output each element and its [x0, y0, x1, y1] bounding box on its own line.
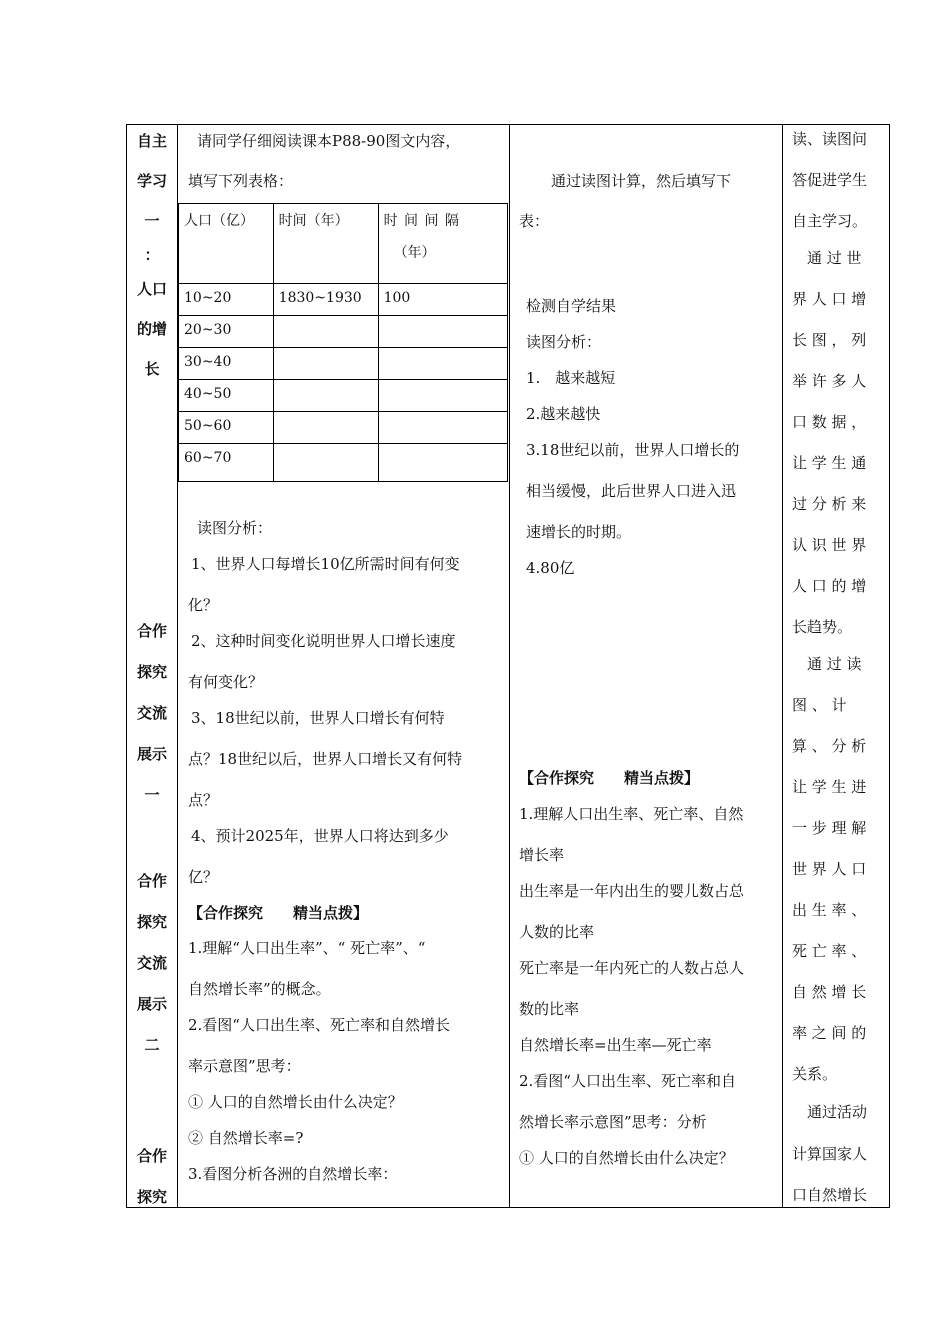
table-cell — [378, 348, 507, 380]
answer-coop-line: 2.看图“人口出生率、死亡率和自 — [519, 1072, 736, 1090]
column-divider — [509, 125, 510, 1207]
note-line: 让 学 生 进 — [792, 778, 867, 796]
coop-title: 【合作探究 精当点拨】 — [188, 904, 369, 922]
table-cell: 100 — [378, 284, 507, 316]
coop-line: 1.理解“人口出生率”、“ 死亡率”、“ — [188, 939, 426, 957]
table-cell — [378, 444, 507, 482]
section-label: 探究 — [136, 913, 167, 931]
question-line: 化？ — [188, 596, 219, 614]
table-cell: 10~20 — [179, 284, 274, 316]
note-line: 举 许 多 人 — [792, 372, 867, 390]
note-line: 读、读图问 — [792, 130, 868, 148]
coop-line: 自然增长率”的概念。 — [188, 980, 331, 998]
answer-line: 速增长的时期。 — [526, 523, 632, 541]
analysis-title: 读图分析： — [526, 333, 602, 351]
answer-line: 1. 越来越短 — [526, 369, 616, 387]
table-cell — [378, 412, 507, 444]
note-line: 长趋势。 — [792, 618, 853, 636]
note-line: 长 图 ， 列 — [792, 331, 867, 349]
answer-line: 相当缓慢，此后世界人口进入迅 — [526, 482, 737, 500]
note-line: 率 之 间 的 — [792, 1024, 867, 1042]
note-line: 世 界 人 口 — [792, 860, 867, 878]
table-row — [179, 316, 508, 348]
coop-line: ② 自然增长率=? — [188, 1129, 304, 1147]
answer-line: 2.越来越快 — [526, 405, 601, 423]
table-cell — [273, 380, 378, 412]
section-label: ： — [144, 246, 160, 264]
answer-coop-line: 人数的比率 — [519, 923, 595, 941]
table-row — [179, 412, 508, 444]
table-header: （年） — [393, 245, 436, 261]
answer-intro: 通过读图计算，然后填写下 — [551, 172, 732, 190]
table-cell — [273, 316, 378, 348]
question-line: 有何变化？ — [188, 673, 264, 691]
section-label: 探究 — [136, 1188, 167, 1206]
note-line: 算 、 分 析 — [792, 737, 867, 755]
note-line: 计算国家人 — [792, 1145, 868, 1163]
table-cell: 40~50 — [179, 380, 274, 412]
section-label: 展示 — [136, 745, 167, 763]
question-line: 2、这种时间变化说明世界人口增长速度 — [191, 632, 456, 650]
question-line: 亿？ — [188, 868, 219, 886]
table-row — [179, 348, 508, 380]
section-label: 二 — [144, 1036, 160, 1054]
table-cell: 20~30 — [179, 316, 274, 348]
note-line: 答促进学生 — [792, 171, 868, 189]
section-label: 自主 — [136, 132, 167, 150]
table-cell — [273, 412, 378, 444]
table-header-interval — [378, 204, 507, 284]
table-cell — [378, 380, 507, 412]
section-label: 交流 — [136, 954, 167, 972]
note-line: 出 生 率 、 — [792, 901, 867, 919]
question-line: 3、18世纪以前，世界人口增长有何特 — [191, 709, 445, 727]
table-header: 人口（亿） — [179, 204, 274, 284]
coop-line: ① 人口的自然增长由什么决定？ — [188, 1093, 403, 1111]
intro-text: 请同学仔细阅读课本P88-90图文内容， — [197, 132, 461, 150]
note-line: 图 、 计 — [792, 696, 847, 714]
answer-line: 3.18世纪以前，世界人口增长的 — [526, 441, 740, 459]
answer-intro: 表： — [519, 212, 550, 230]
section-label: 合作 — [136, 1147, 167, 1165]
table-cell — [378, 316, 507, 348]
section-label: 一 — [144, 786, 160, 804]
answer-coop-line: ① 人口的自然增长由什么决定？ — [519, 1149, 734, 1167]
section-label: 学习 — [136, 172, 167, 190]
note-line: 通 过 读 — [792, 655, 862, 673]
section-label: 交流 — [136, 704, 167, 722]
note-line: 让 学 生 通 — [792, 454, 867, 472]
answer-coop-line: 自然增长率=出生率—死亡率 — [519, 1036, 712, 1054]
answer-coop-line: 然增长率示意图”思考：分析 — [519, 1113, 707, 1131]
answer-coop-line: 死亡率是一年内死亡的人数占总人 — [519, 959, 745, 977]
section-label: 合作 — [136, 872, 167, 890]
population-table — [178, 203, 508, 482]
section-label: 人口 — [136, 280, 167, 298]
section-label: 展示 — [136, 995, 167, 1013]
answer-coop-line: 增长率 — [519, 846, 565, 864]
note-line: 自主学习。 — [792, 212, 868, 230]
table-header: 时 间 间 隔 — [383, 213, 460, 229]
question-line: 点？18世纪以后，世界人口增长又有何特 — [188, 750, 463, 768]
answer-coop-line: 1.理解人口出生率、死亡率、自然 — [519, 805, 744, 823]
section-label: 长 — [144, 360, 160, 378]
note-line: 过 分 析 来 — [792, 495, 867, 513]
answer-line: 4.80亿 — [526, 559, 575, 577]
table-cell: 30~40 — [179, 348, 274, 380]
question-line: 点？ — [188, 791, 219, 809]
analysis-title: 读图分析： — [197, 519, 273, 537]
coop-line: 2.看图“人口出生率、死亡率和自然增长 — [188, 1016, 450, 1034]
intro-text: 填写下列表格： — [188, 172, 294, 190]
table-cell — [273, 348, 378, 380]
note-line: 关系。 — [792, 1065, 838, 1083]
table-header: 时间（年） — [273, 204, 378, 284]
lesson-plan-table — [126, 124, 890, 1208]
question-line: 4、预计2025年，世界人口将达到多少 — [191, 827, 449, 845]
check-title: 检测自学结果 — [526, 297, 617, 315]
note-line: 口自然增长 — [792, 1186, 868, 1204]
note-line: 人 口 的 增 — [792, 577, 867, 595]
answer-coop-line: 出生率是一年内出生的婴儿数占总 — [519, 882, 745, 900]
note-line: 自 然 增 长 — [792, 983, 867, 1001]
table-row — [179, 444, 508, 482]
note-line: 口 数 据 ， — [792, 413, 867, 431]
note-line: 一 步 理 解 — [792, 819, 867, 837]
section-label: 探究 — [136, 663, 167, 681]
coop-title: 【合作探究 精当点拨】 — [519, 769, 700, 787]
table-cell: 60~70 — [179, 444, 274, 482]
answer-coop-line: 数的比率 — [519, 1000, 580, 1018]
note-line: 通过活动 — [792, 1103, 868, 1121]
note-line: 通 过 世 — [792, 249, 862, 267]
question-line: 1、世界人口每增长10亿所需时间有何变 — [191, 555, 460, 573]
note-line: 界 人 口 增 — [792, 290, 867, 308]
column-divider — [782, 125, 783, 1207]
table-row — [179, 380, 508, 412]
section-label: 一 — [144, 212, 160, 230]
table-cell — [273, 444, 378, 482]
coop-line: 3.看图分析各洲的自然增长率： — [188, 1165, 398, 1183]
table-cell: 50~60 — [179, 412, 274, 444]
table-cell: 1830~1930 — [273, 284, 378, 316]
note-line: 死 亡 率 、 — [792, 942, 867, 960]
note-line: 认 识 世 界 — [792, 536, 867, 554]
table-row — [179, 284, 508, 316]
section-label: 的增 — [136, 320, 167, 338]
section-label: 合作 — [136, 622, 167, 640]
coop-line: 率示意图”思考： — [188, 1057, 301, 1075]
